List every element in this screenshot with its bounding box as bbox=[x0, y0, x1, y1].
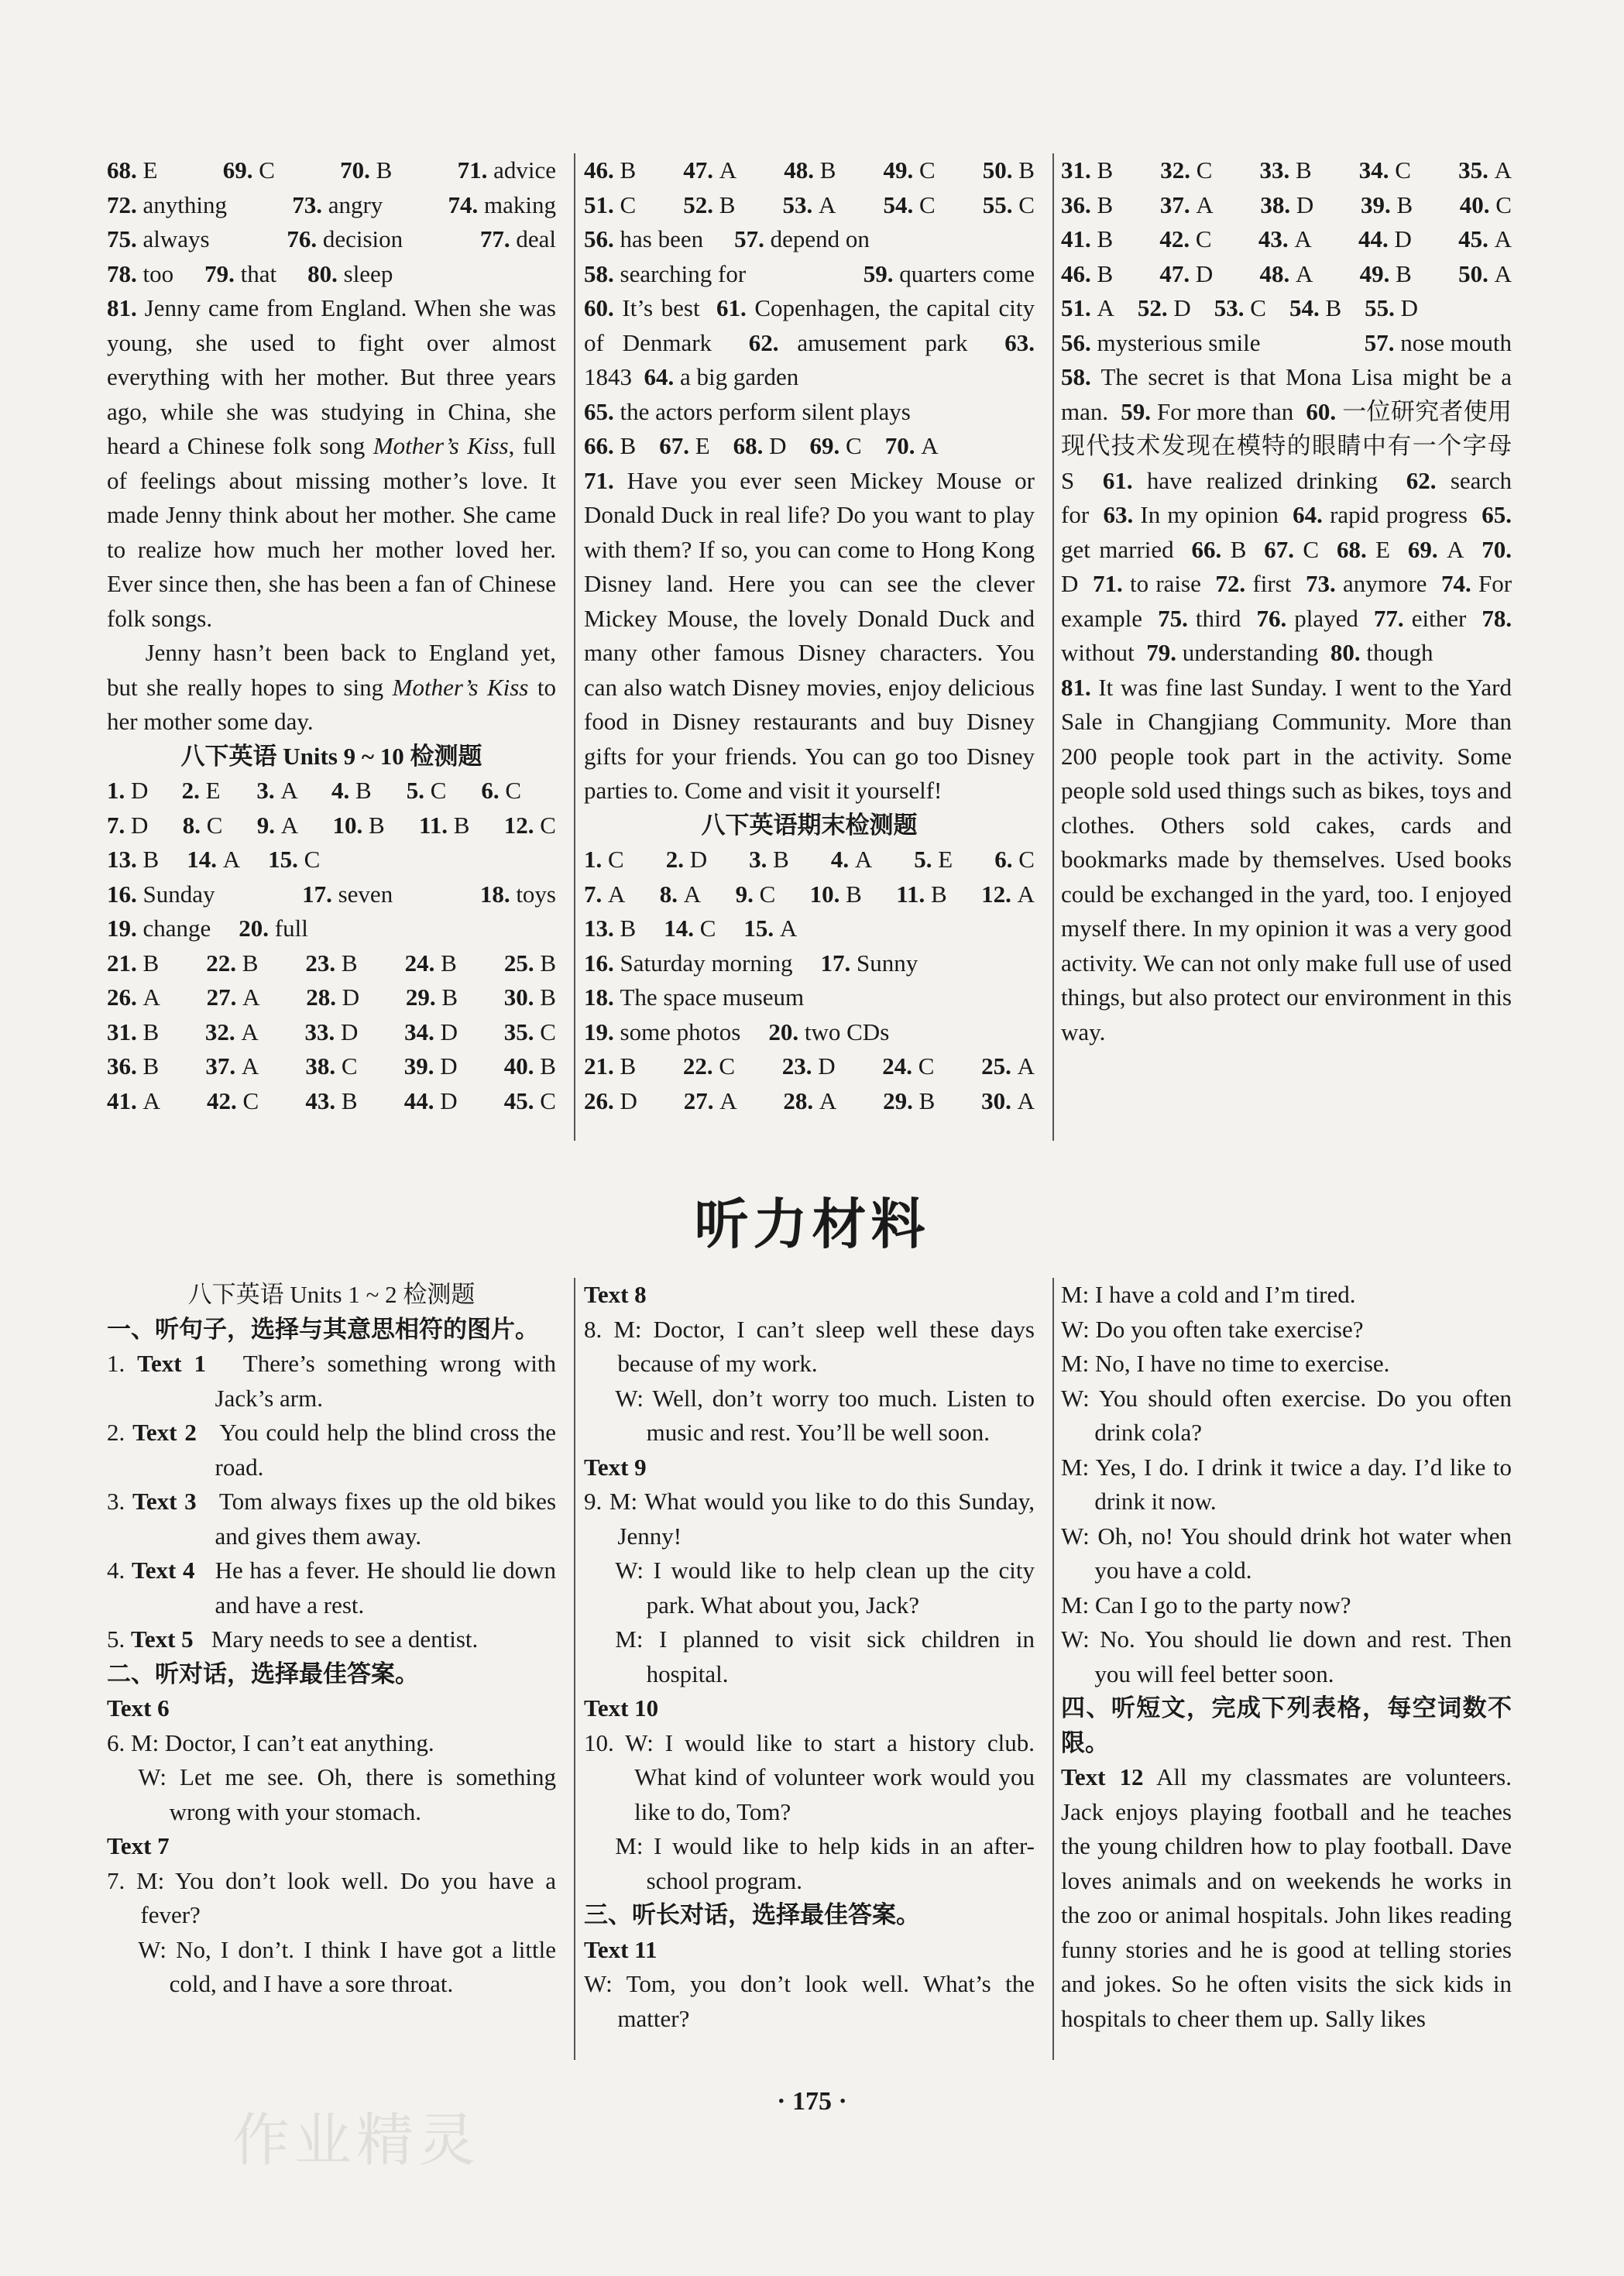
answer-row: 56. has been 57. depend on bbox=[584, 225, 870, 252]
text-11-line: W: You should often exercise. Do you often drink cola? bbox=[1061, 1384, 1512, 1446]
text-9-w: W: I would like to help clean up the city park. What about you, Jack? bbox=[615, 1557, 1035, 1619]
answer-row: 72. anything 73. angry 74. making bbox=[107, 191, 556, 218]
part-2-instruction: 二、听对话，选择最佳答案。 bbox=[107, 1660, 419, 1687]
answer-row: 26. D 27. A 28. A 29. B 30. A bbox=[584, 1087, 1035, 1114]
answer-row: 31. B 32. C 33. B 34. C 35. A bbox=[1061, 156, 1512, 184]
listening-column-3 bbox=[1061, 1278, 1512, 2036]
answer-row: 36. B 37. A 38. D 39. B 40. C bbox=[1061, 191, 1512, 218]
answers-58-80: 58. The secret is that Mona Lisa might be a man. 59. For more than 60. 一位研究者使用现代技术发现在模特的眼睛中有一个字母 S 61. have realized drinking 62. search for 63. In my opinion 64. rapid progress 65. get married 66. B 67. C 68. E 69. A 70. D 71. to raise 72. first 73. anymore 74. For example 75. third 76. played 77. either 78. without 79. understanding 80. though bbox=[1061, 363, 1512, 666]
text-11-line: M: I have a cold and I’m tired. bbox=[1061, 1281, 1356, 1308]
answers-column-3 bbox=[1061, 153, 1512, 1049]
part-1-instruction: 一、听句子，选择与其意思相符的图片。 bbox=[107, 1315, 539, 1343]
answer-row: 68. E 69. C 70. B 71. advice bbox=[107, 156, 556, 184]
text-1: 1. Text 1 There’s something wrong with Jack’s arm. bbox=[107, 1350, 556, 1412]
answer-row: 41. B 42. C 43. A 44. D 45. A bbox=[1061, 225, 1512, 252]
answer-row: 75. always 76. decision 77. deal bbox=[107, 225, 556, 252]
answer-row: 18. The space museum bbox=[584, 984, 805, 1011]
text-9-m2: M: I planned to visit sick children in hospital. bbox=[615, 1625, 1035, 1687]
text-10-m: M: I would like to help kids in an after-school program. bbox=[615, 1832, 1035, 1894]
answer-row: 51. C 52. B 53. A 54. C 55. C bbox=[584, 191, 1035, 218]
answer-row: 7. D 8. C 9. A 10. B 11. B 12. C bbox=[107, 811, 556, 839]
answer-row: 31. B 32. A 33. D 34. D 35. C bbox=[107, 1018, 556, 1045]
answer-row: 13. B 14. A 15. C bbox=[107, 846, 321, 873]
answer-row: 13. B 14. C 15. A bbox=[584, 915, 798, 942]
answer-row: 56. mysterious smile 57. nose mouth bbox=[1061, 328, 1512, 356]
column-divider bbox=[1052, 153, 1054, 1141]
essay-71: 71. Have you ever seen Mickey Mouse or Donald Duck in real life? Do you want to play with them? If so, you can come to Hong Kong Disney land. Here you can see the clever Mickey Mouse, the lovely Donald Duck and many other famous Disney characters. You can also watch Disney movies, enjoy delicious food in Disney restaurants and buy Disney gifts for your friends. You can go too Disney parties to. Come and visit it yourself! bbox=[584, 466, 1035, 804]
answer-row: 41. A 42. C 43. B 44. D 45. C bbox=[107, 1087, 556, 1114]
answer-row: 26. A 27. A 28. D 29. B 30. B bbox=[107, 984, 556, 1011]
answer-row: 1. C 2. D 3. B 4. A 5. E 6. C bbox=[584, 846, 1035, 873]
text-11-label: Text 11 bbox=[584, 1935, 657, 1963]
text-6-m: 6. M: Doctor, I can’t eat anything. bbox=[107, 1728, 434, 1756]
text-3: 3. Text 3 Tom always fixes up the old bikes and gives them away. bbox=[107, 1488, 557, 1550]
section-heading: 八下英语期末检测题 bbox=[701, 811, 918, 839]
column-divider bbox=[574, 1278, 575, 2060]
section-title: 听力材料 bbox=[694, 1193, 930, 1256]
listening-column-1 bbox=[107, 1278, 556, 2002]
column-divider bbox=[1052, 1278, 1054, 2060]
answer-row: 16. Sunday 17. seven 18. toys bbox=[107, 880, 556, 908]
answer-row: 51. A 52. D 53. C 54. B 55. D bbox=[1061, 294, 1419, 321]
answers-column-2 bbox=[584, 153, 1035, 1118]
text-10-label: Text 10 bbox=[584, 1694, 659, 1722]
text-9-label: Text 9 bbox=[584, 1453, 647, 1481]
text-12: Text 12 All my classmates are volunteers. Jack enjoys playing football and he teaches the young children how to play football. Dave loves animals and on weekends he works in the zoo or animal hospitals. John likes reading funny stories and he is good at telling stories and jokes. So he often visits the sick kids in hospitals to cheer them up. Sally likes bbox=[1061, 1763, 1512, 2032]
text-11-line: W: Oh, no! You should drink hot water when you have a cold. bbox=[1061, 1522, 1512, 1584]
text-11-w1: W: Tom, you don’t look well. What’s the matter? bbox=[584, 1970, 1035, 2032]
answer-row: 36. B 37. A 38. C 39. D 40. B bbox=[107, 1052, 556, 1080]
column-divider bbox=[574, 153, 575, 1141]
text-6-label: Text 6 bbox=[107, 1694, 170, 1722]
text-10-w: 10. W: I would like to start a history club. What kind of volunteer work would you like to do, Tom? bbox=[584, 1728, 1035, 1825]
text-8-m: 8. M: Doctor, I can’t sleep well these days because of my work. bbox=[584, 1315, 1035, 1377]
essay-81-p2: Jenny hasn’t been back to England yet, but she really hopes to sing Mother’s Kiss to her mother some day. bbox=[107, 639, 556, 735]
answer-row: 46. B 47. D 48. A 49. B 50. A bbox=[1061, 259, 1512, 287]
text-11-line: M: Can I go to the party now? bbox=[1061, 1591, 1351, 1619]
text-6-w: W: Let me see. Oh, there is something wrong with your stomach. bbox=[138, 1763, 556, 1825]
text-7-label: Text 7 bbox=[107, 1832, 170, 1859]
text-5: 5. Text 5 Mary needs to see a dentist. bbox=[107, 1625, 479, 1653]
text-11-line: W: No. You should lie down and rest. Then you will feel better soon. bbox=[1061, 1625, 1512, 1687]
part-3-instruction: 三、听长对话，选择最佳答案。 bbox=[584, 1901, 920, 1928]
answer-row: 21. B 22. C 23. D 24. C 25. A bbox=[584, 1052, 1035, 1080]
answer-row: 21. B 22. B 23. B 24. B 25. B bbox=[107, 949, 556, 977]
answer-row: 7. A 8. A 9. C 10. B 11. B 12. A bbox=[584, 880, 1035, 908]
answer-row: 78. too 79. that 80. sleep bbox=[107, 259, 393, 287]
text-7-w: W: No, I don’t. I think I have got a little cold, and I have a sore throat. bbox=[138, 1935, 556, 1997]
watermark-logo: 作业精灵 bbox=[232, 2107, 480, 2174]
answer-row: 46. B 47. A 48. B 49. C 50. B bbox=[584, 156, 1035, 184]
answer-row: 1. D 2. E 3. A 4. B 5. C 6. C bbox=[107, 777, 522, 804]
text-8-w: W: Well, don’t worry too much. Listen to music and rest. You’ll be well soon. bbox=[615, 1384, 1035, 1446]
essay-81: 81. Jenny came from England. When she was young, she used to fight over almost everything with her mother. But three years ago, while she was studying in China, she heard a Chinese folk song Mother’s Kiss, full of feelings about missing mother’s love. It made Jenny think about her mother. She came to realize how much her mother loved her. Ever since then, she has been a fan of Chinese folk songs. bbox=[107, 294, 556, 632]
text-11-line: W: Do you often take exercise? bbox=[1061, 1315, 1364, 1343]
answer-row: 19. change 20. full bbox=[107, 915, 308, 942]
part-4-instruction: 四、听短文，完成下列表格，每空词数不限。 bbox=[1061, 1694, 1512, 1756]
text-4: 4. Text 4 He has a fever. He should lie down and have a rest. bbox=[107, 1557, 556, 1619]
answers-column-1 bbox=[107, 153, 556, 1118]
text-8-label: Text 8 bbox=[584, 1281, 647, 1308]
answers-60-64: 60. It’s best 61. Copenhagen, the capital city of Denmark 62. amusement park 63. 1843 64. a big garden bbox=[584, 294, 1035, 390]
answer-row: 19. some photos 20. two CDs bbox=[584, 1018, 890, 1045]
answer-row: 66. B 67. E 68. D 69. C 70. A bbox=[584, 432, 939, 459]
answer-row: 58. searching for 59. quarters come bbox=[584, 259, 1035, 287]
text-9-m: 9. M: What would you like to do this Sunday, Jenny! bbox=[584, 1488, 1035, 1550]
section-heading: 八下英语 Units 9 ~ 10 检测题 bbox=[180, 742, 482, 770]
page-number: · 175 · bbox=[777, 2087, 847, 2116]
text-2: 2. Text 2 You could help the blind cross the road. bbox=[107, 1419, 556, 1481]
listening-heading: 八下英语 Units 1 ~ 2 检测题 bbox=[187, 1281, 476, 1308]
text-11-line: M: Yes, I do. I drink it twice a day. I’d like to drink it now. bbox=[1061, 1453, 1512, 1515]
answer-65: 65. the actors perform silent plays bbox=[584, 397, 911, 425]
essay-81: 81. It was fine last Sunday. I went to the Yard Sale in Changjiang Community. More than 200 people took part in the activity. Some people sold used things such as bikes, toys and clothes. Others sold cakes, cards and bookmarks made by themselves. Used books could be exchanged in the yard, too. I enjoyed myself there. In my opinion it was a very good activity. We can not only make full use of used things, but also protect our environment in this way. bbox=[1061, 673, 1512, 1045]
listening-column-2 bbox=[584, 1278, 1035, 2036]
text-7-m: 7. M: You don’t look well. Do you have a fever? bbox=[107, 1866, 556, 1928]
text-11-line: M: No, I have no time to exercise. bbox=[1061, 1350, 1390, 1377]
answer-row: 16. Saturday morning 17. Sunny bbox=[584, 949, 918, 977]
